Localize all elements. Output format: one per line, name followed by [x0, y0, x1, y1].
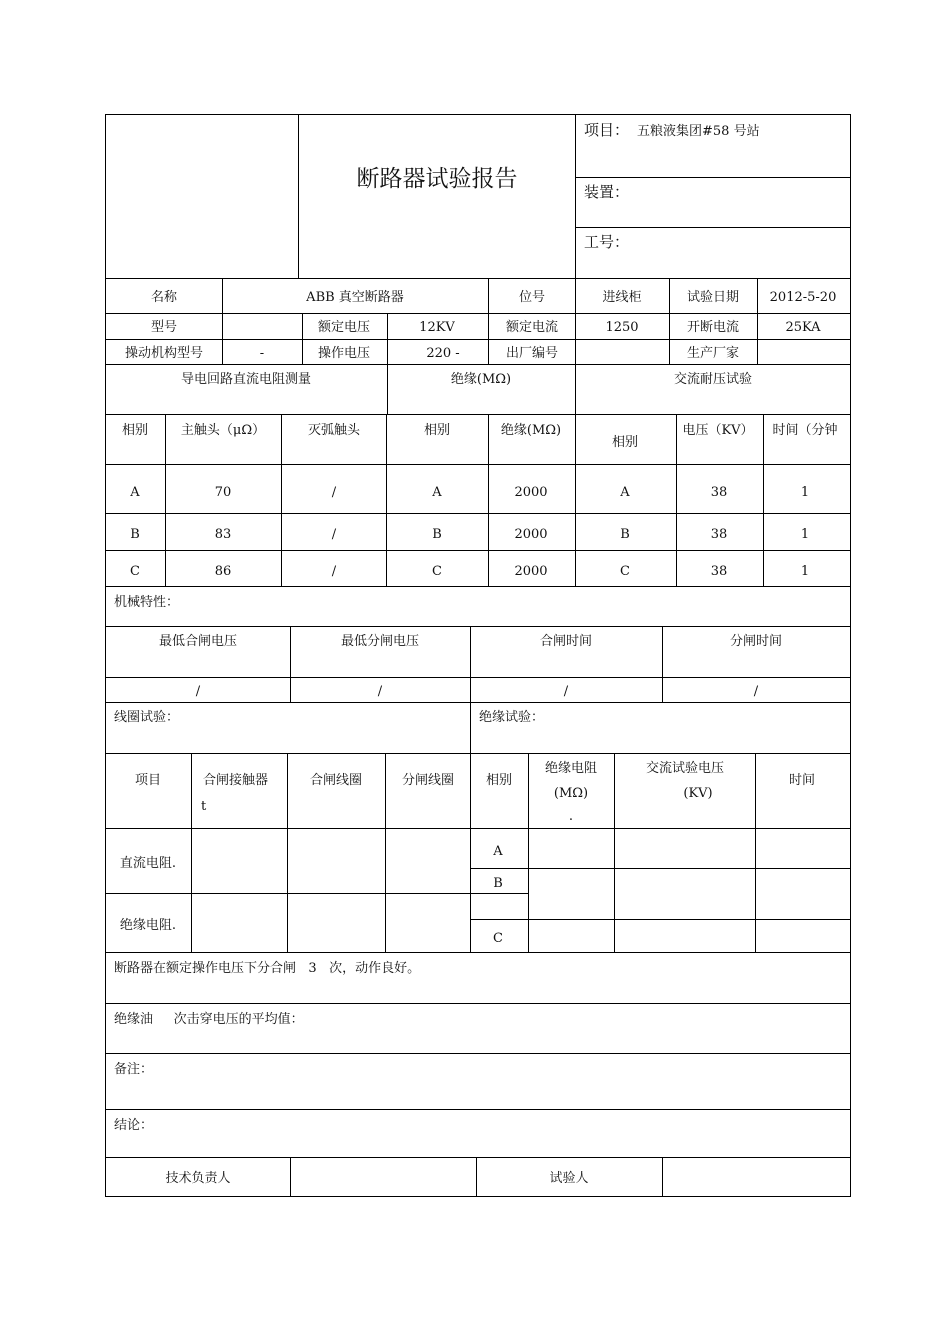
- row-c-kv: 38: [710, 564, 728, 579]
- divider: [165, 414, 166, 586]
- divider: [105, 828, 851, 829]
- divider: [470, 893, 528, 894]
- insulation-test-title: 绝缘试验：: [479, 710, 545, 725]
- divider: [488, 278, 489, 364]
- close-time-label: 合闸时间: [539, 634, 593, 649]
- row-c-arc: /: [331, 564, 337, 579]
- col-insulation: 绝缘(MΩ): [500, 423, 562, 438]
- col-ins-res-1: 绝缘电阻: [544, 761, 598, 776]
- divider: [105, 702, 851, 703]
- tester-label: 试验人: [549, 1171, 589, 1186]
- divider: [105, 278, 851, 279]
- divider: [105, 364, 851, 365]
- col-trip-coil: 分闸线圈: [401, 773, 455, 788]
- divider: [302, 313, 303, 364]
- col-ac-phase: 相别: [611, 435, 639, 450]
- mechanism-value: -: [259, 346, 265, 361]
- row-b-ac-phase: B: [620, 527, 630, 542]
- mechanism-label: 操动机构型号: [124, 346, 204, 361]
- trip-time-value: /: [753, 684, 759, 699]
- min-close-voltage-value: /: [195, 684, 201, 699]
- divider: [575, 114, 576, 364]
- col-arc-contact: 灭弧触头: [307, 423, 361, 438]
- divider: [287, 753, 288, 952]
- divider: [662, 1157, 663, 1197]
- row-a-ac-phase: A: [620, 485, 630, 500]
- col-ins-res-2: (MΩ): [553, 786, 589, 801]
- rated-voltage-value: 12KV: [419, 320, 455, 335]
- min-close-voltage-label: 最低合闸电压: [158, 634, 238, 649]
- divider: [191, 753, 192, 952]
- row-a-main: 70: [214, 485, 232, 500]
- row-b-main: 83: [214, 527, 232, 542]
- row-c-ins: 2000: [514, 564, 548, 579]
- row-c-phase: C: [130, 564, 140, 579]
- col-coil-time: 时间: [788, 773, 816, 788]
- divider: [105, 1003, 851, 1004]
- report-frame: [105, 114, 851, 1197]
- project-label: 项目：: [584, 121, 630, 139]
- divider: [105, 313, 851, 314]
- name-label: 名称: [150, 290, 178, 305]
- divider: [105, 513, 851, 514]
- divider: [105, 339, 851, 340]
- model-label: 型号: [150, 320, 178, 335]
- divider: [105, 626, 851, 627]
- work-no-label: 工号：: [584, 233, 630, 251]
- divider: [105, 1109, 851, 1110]
- col-contactor-suffix: t: [201, 799, 207, 814]
- ac-withstand-title: 交流耐压试验: [673, 372, 753, 387]
- date-label: 试验日期: [686, 290, 740, 305]
- row-dc-resistance: 直流电阻.: [119, 856, 177, 871]
- rated-current-value: 1250: [605, 320, 639, 335]
- divider: [105, 677, 851, 678]
- date-value: 2012-5-20: [769, 290, 837, 305]
- row-c-ac-phase: C: [620, 564, 630, 579]
- divider: [757, 278, 758, 364]
- divider: [669, 278, 670, 364]
- row-a-phase: A: [130, 485, 140, 500]
- divider: [575, 227, 851, 228]
- row-c-main: 86: [214, 564, 232, 579]
- col-close-coil: 合闸线圈: [309, 773, 363, 788]
- min-trip-voltage-value: /: [377, 684, 383, 699]
- divider: [105, 753, 851, 754]
- divider: [763, 414, 764, 586]
- row-c-min: 1: [800, 564, 810, 579]
- manufacturer-label: 生产厂家: [686, 346, 740, 361]
- position-value: 进线柜: [602, 290, 642, 305]
- close-time-value: /: [563, 684, 569, 699]
- rated-voltage-label: 额定电压: [317, 320, 371, 335]
- divider: [105, 1157, 851, 1158]
- rated-current-label: 额定电流: [505, 320, 559, 335]
- op-voltage-value: 220 -: [426, 346, 460, 361]
- divider: [528, 753, 529, 952]
- row-insulation-resistance: 绝缘电阻.: [119, 918, 177, 933]
- breaking-current-value: 25KA: [785, 320, 821, 335]
- divider: [386, 414, 387, 586]
- divider: [105, 1053, 851, 1054]
- row-a-ins: 2000: [514, 485, 548, 500]
- device-label: 装置：: [584, 183, 630, 201]
- row-b-ins: 2000: [514, 527, 548, 542]
- divider: [488, 414, 489, 586]
- col-ac-v-2: (KV): [683, 786, 713, 801]
- col-coil-phase: 相别: [485, 773, 513, 788]
- divider: [575, 177, 851, 178]
- divider: [290, 1157, 291, 1197]
- position-label: 位号: [518, 290, 546, 305]
- divider: [105, 464, 851, 465]
- divider: [470, 626, 471, 753]
- row-b-min: 1: [800, 527, 810, 542]
- col-voltage: 电压（KV）: [682, 423, 754, 438]
- trip-time-label: 分闸时间: [729, 634, 783, 649]
- name-value: ABB 真空断路器: [306, 290, 404, 305]
- col-main-contact: 主触头（μΩ）: [180, 423, 266, 438]
- row-b-kv: 38: [710, 527, 728, 542]
- col-item: 项目: [134, 773, 162, 788]
- mechanical-title: 机械特性：: [114, 595, 180, 610]
- breaking-current-label: 开断电流: [686, 320, 740, 335]
- divider: [281, 414, 282, 586]
- row-b-phase: B: [130, 527, 140, 542]
- coil-phase-c: C: [493, 931, 503, 946]
- divider: [298, 114, 299, 278]
- divider: [662, 626, 663, 702]
- coil-phase-b: B: [493, 876, 503, 891]
- divider: [470, 753, 471, 952]
- remarks-label: 备注：: [114, 1062, 154, 1077]
- report-title: 断路器试验报告: [356, 166, 518, 192]
- row-b-arc: /: [331, 527, 337, 542]
- row-a-arc: /: [331, 485, 337, 500]
- col-contactor: 合闸接触器: [203, 773, 269, 788]
- divider: [575, 364, 576, 586]
- divider: [105, 586, 851, 587]
- op-voltage-label: 操作电压: [317, 346, 371, 361]
- insulation-title: 绝缘(MΩ): [450, 372, 512, 387]
- row-b-ins-phase: B: [432, 527, 442, 542]
- divider: [387, 313, 388, 364]
- row-a-min: 1: [800, 485, 810, 500]
- col-time: 时间（分钟: [772, 423, 838, 438]
- divider: [476, 1157, 477, 1197]
- divider: [385, 753, 386, 952]
- coil-test-title: 线圈试验：: [114, 710, 180, 725]
- coil-phase-a: A: [493, 844, 503, 859]
- divider: [614, 753, 615, 952]
- conclusion-label: 结论：: [114, 1118, 154, 1133]
- divider: [222, 278, 223, 364]
- divider: [676, 414, 677, 586]
- col-phase: 相别: [121, 423, 149, 438]
- row-a-kv: 38: [710, 485, 728, 500]
- serial-label: 出厂编号: [505, 346, 559, 361]
- divider: [387, 364, 388, 414]
- operation-note: 断路器在额定操作电压下分合闸 3 次，动作良好。: [114, 961, 421, 976]
- tech-lead-label: 技术负责人: [165, 1171, 231, 1186]
- col-ins-res-3: .: [568, 809, 574, 824]
- oil-note: 绝缘油 次击穿电压的平均值：: [114, 1012, 304, 1027]
- divider: [105, 952, 851, 953]
- dc-resistance-title: 导电回路直流电阻测量: [180, 372, 312, 387]
- divider: [105, 893, 471, 894]
- row-a-ins-phase: A: [432, 485, 442, 500]
- min-trip-voltage-label: 最低分闸电压: [340, 634, 420, 649]
- divider: [290, 626, 291, 702]
- project-value: 五粮液集团#58 号站: [637, 124, 760, 139]
- row-c-ins-phase: C: [432, 564, 442, 579]
- col-ins-phase: 相别: [423, 423, 451, 438]
- divider: [105, 414, 851, 415]
- divider: [105, 550, 851, 551]
- col-ac-v-1: 交流试验电压: [645, 761, 725, 776]
- divider: [755, 753, 756, 952]
